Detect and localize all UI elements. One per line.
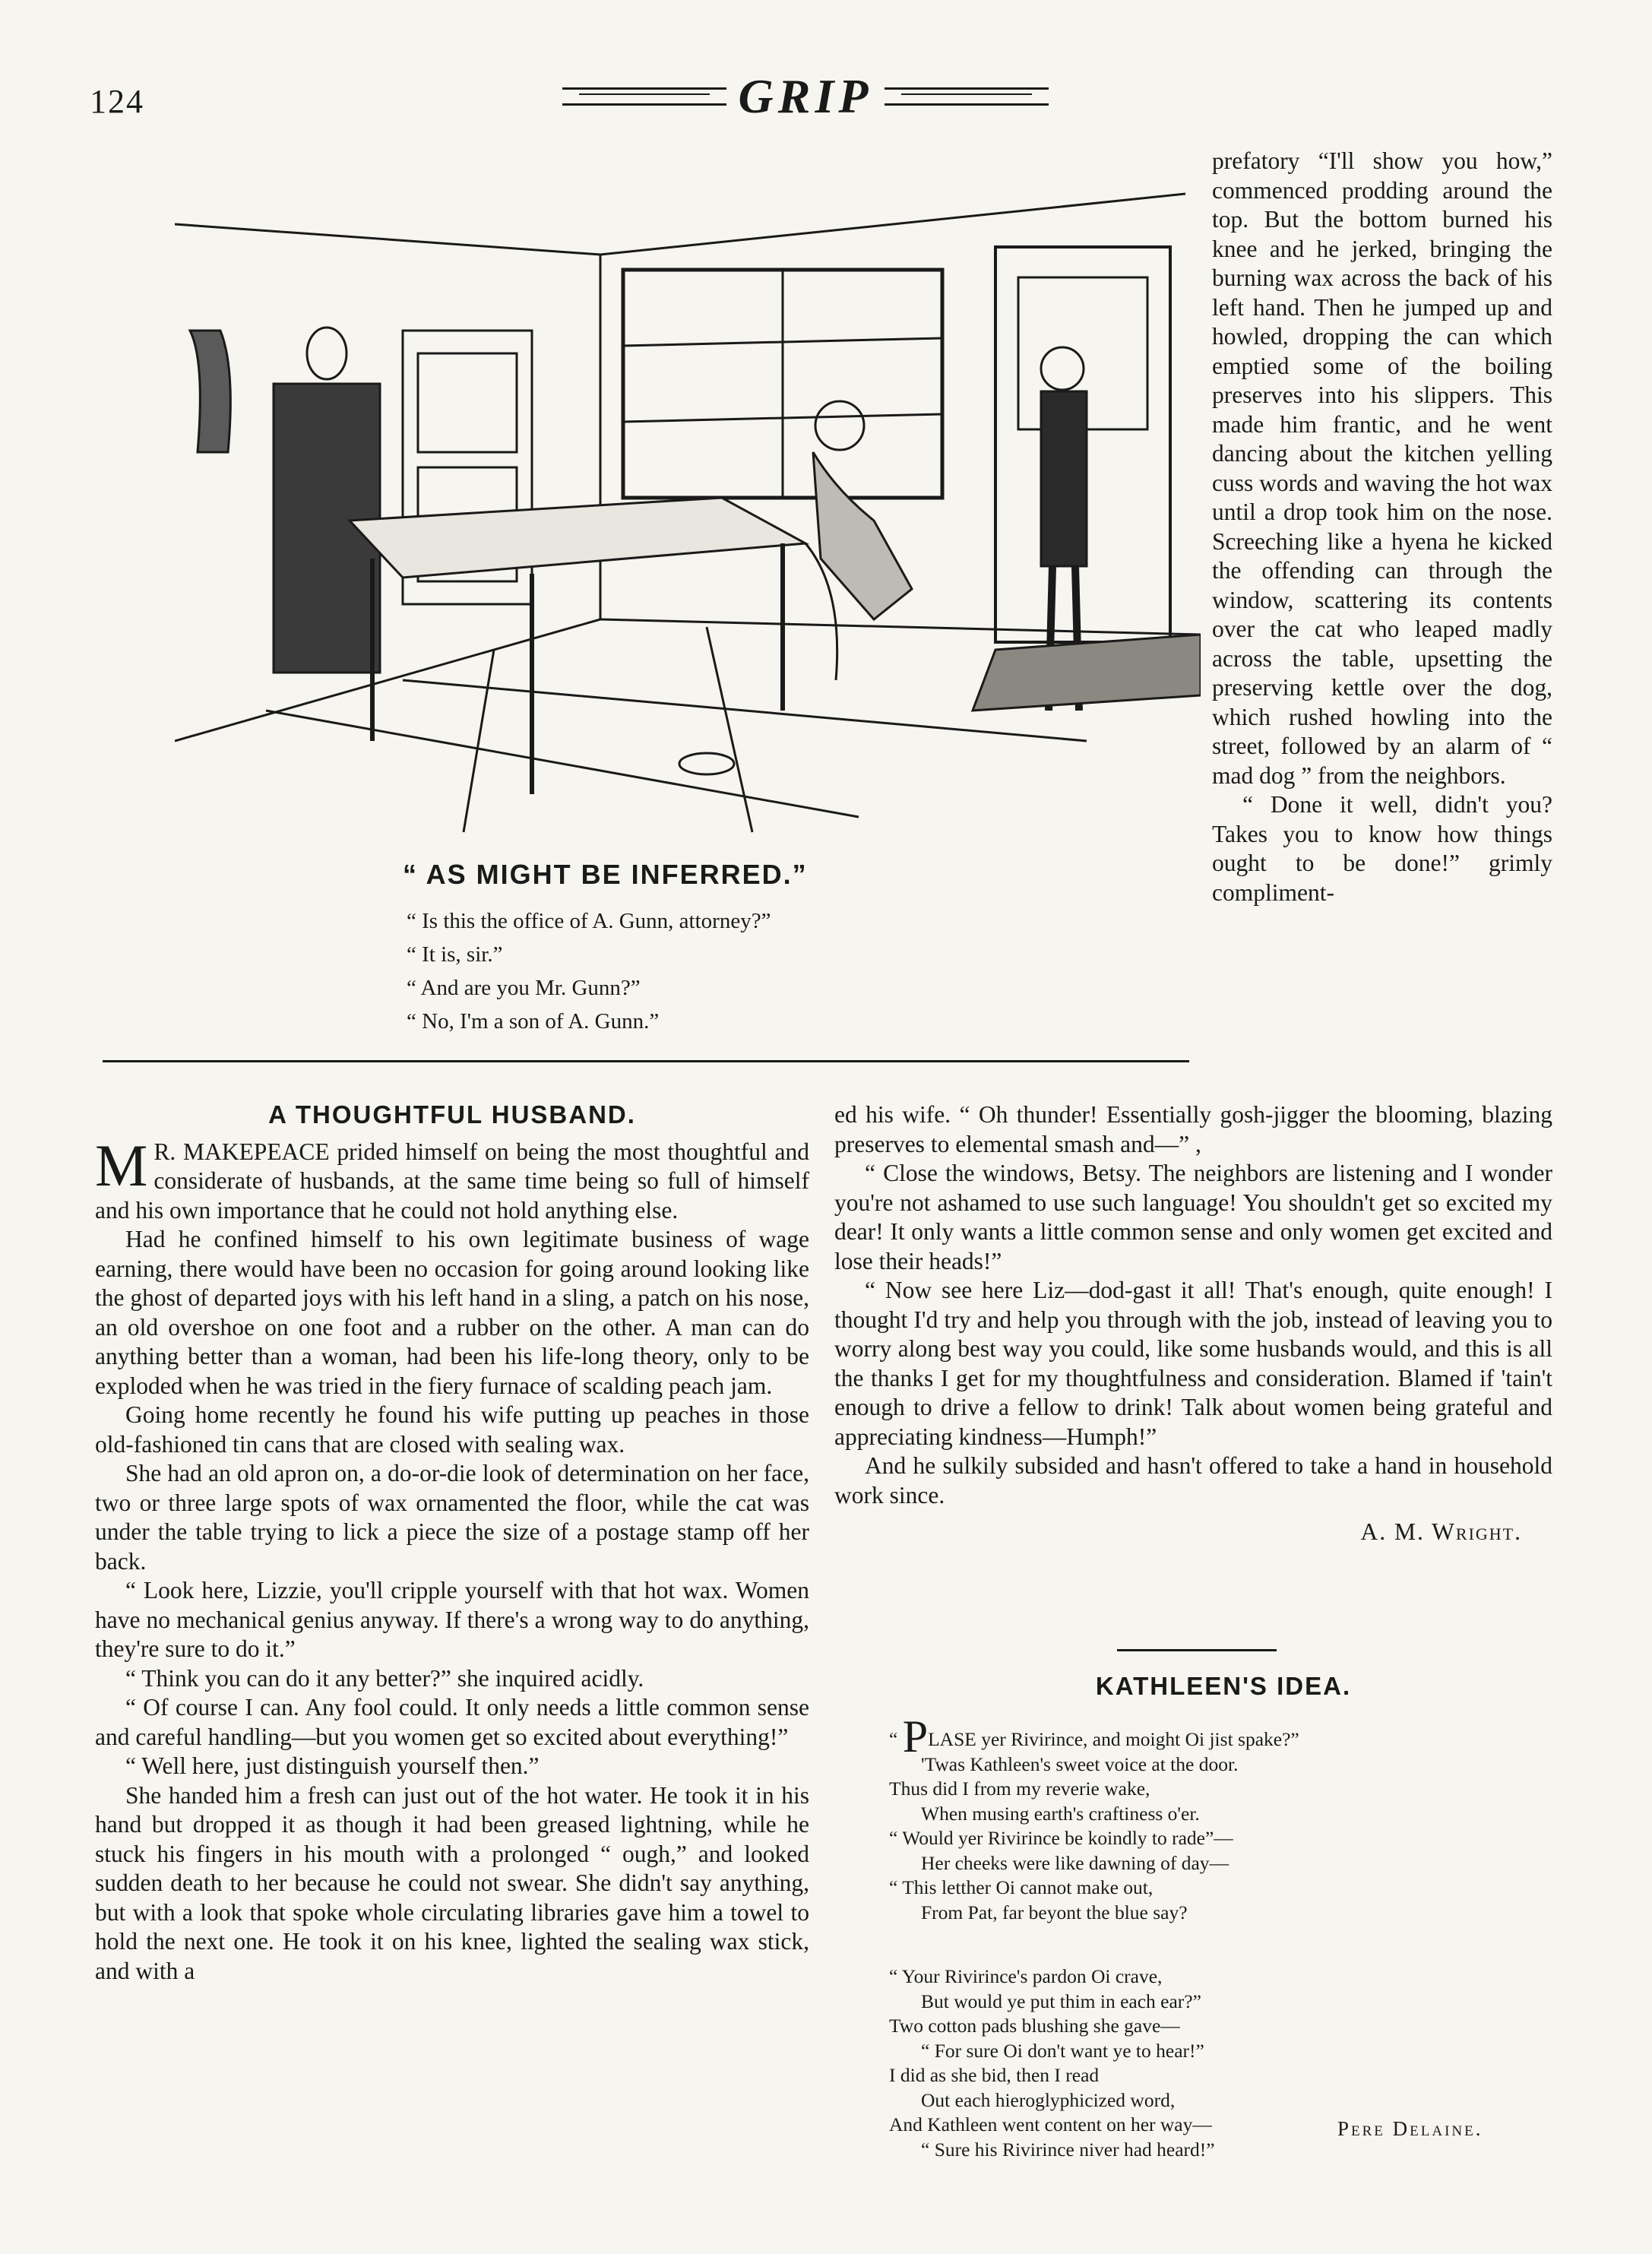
story-byline: A. M. Wright. bbox=[1360, 1518, 1522, 1545]
story-paragraph: “ Close the windows, Betsy. The neighbors are listening and I wonder you're not ashamed to use such language! You shouldn't get so excited my dear! It only wants a little common sense and only women get excited and lose their heads!” bbox=[834, 1160, 1552, 1274]
poem-line: 'Twas Kathleen's sweet voice at the door. bbox=[921, 1752, 1239, 1775]
story-paragraph: “ Think you can do it any better?” she inquired acidly. bbox=[125, 1664, 644, 1692]
poem-line: “ PLASE yer Rivirince, and moight Oi jist spake?” bbox=[889, 1711, 1299, 1762]
poem-line: From Pat, far beyont the blue say? bbox=[921, 1901, 1188, 1923]
story-paragraph-text: R. MAKEPEACE prided himself on being the most thoughtful and considerate of husbands, at the same time being so full of himself and his own importance that he could not hold anything else. bbox=[95, 1138, 809, 1224]
story-paragraph: She had an old apron on, a do-or-die look of determination on her face, two or three large spots of wax ornamented the floor, while the cat was under the table trying to lick a piece the size of a postage stamp off her back. bbox=[95, 1460, 809, 1575]
poem-line: I did as she bid, then I read bbox=[889, 2064, 1100, 2086]
story-paragraph: She handed him a fresh can just out of the hot water. He took it in his hand but dropped it as though it had been greased lightning, while he stuck his fingers in his mouth with a prolonged “ ough,” and looked sudden death to her because he could not swear. She didn't say anything, but with a look that spoke whole circulating libraries gave him a towel to hold the next one. He took it on his knee, lighted the sealing wax stick, and with a bbox=[95, 1781, 809, 1984]
poem-line-text: LASE yer Rivirince, and moight Oi jist spake?” bbox=[928, 1728, 1299, 1750]
story-paragraph: “ Look here, Lizzie, you'll cripple yourself with that hot wax. Women have no mechanical genius anyway. If there's a wrong way to do anything, they're sure to do it.” bbox=[95, 1577, 809, 1662]
poem-line: Out each hieroglyphicized word, bbox=[921, 2088, 1176, 2111]
poem-line: Her cheeks were like dawning of day— bbox=[921, 1851, 1230, 1874]
poem-line: When musing earth's craftiness o'er. bbox=[921, 1802, 1200, 1825]
masthead bbox=[562, 70, 1049, 123]
masthead-rule-right bbox=[885, 87, 1049, 106]
poem-line: But would ye put thim in each ear?” bbox=[921, 1990, 1201, 2012]
cartoon-caption-title: “ AS MIGHT BE INFERRED.” bbox=[403, 859, 808, 890]
poem-line: “ Your Rivirince's pardon Oi crave, bbox=[889, 1965, 1163, 1987]
story-column-left bbox=[95, 1100, 809, 1986]
page-number: 124 bbox=[90, 83, 144, 120]
story-paragraph: Had he confined himself to his own legitimate business of wage earning, there would have been no occasion for going around looking like the ghost of departed joys with his left hand in a sling, a patch on his nose, an old overshoe on one foot and a rubber on the other. A man can do anything better than a woman, had been his life-long theory, only to be exploded when he was tried in the fiery furnace of scalding peach jam. bbox=[95, 1226, 809, 1399]
story-paragraph: “ Of course I can. Any fool could. It only needs a little common sense and careful handling—but you women get so excited about everything!” bbox=[95, 1694, 809, 1750]
story-paragraph: “ Done it well, didn't you? Takes you to know how things ought to be done!” grimly compliment- bbox=[1212, 791, 1552, 906]
dialog-line: “ No, I'm a son of A. Gunn.” bbox=[407, 1009, 660, 1034]
poem-line: “ This letther Oi cannot make out, bbox=[889, 1876, 1154, 1898]
story-paragraph: And he sulkily subsided and hasn't offered to take a hand in household work since. bbox=[834, 1452, 1552, 1508]
story-paragraph: “ Well here, just distinguish yourself then.” bbox=[125, 1752, 540, 1779]
poem-line: Thus did I from my reverie wake, bbox=[889, 1778, 1150, 1800]
poem-author: Pere Delaine. bbox=[1337, 2117, 1483, 2140]
poem-line: “ Would yer Rivirince be koindly to rade”— bbox=[889, 1827, 1233, 1849]
poem-line: Two cotton pads blushing she gave— bbox=[889, 2015, 1180, 2037]
poem-line: And Kathleen went content on her way— bbox=[889, 2113, 1212, 2135]
dialog-line: “ Is this the office of A. Gunn, attorney?” bbox=[407, 909, 771, 933]
poem-line: “ Sure his Rivirince niver had heard!” bbox=[921, 2138, 1215, 2161]
story-paragraph: prefatory “I'll show you how,” commenced prodding around the top. But the bottom burned his knee and he jerked, bringing the burning wax across the back of his left hand. Then he jumped up and howled, dropping the can which emptied some of the boiling preserves into his slippers. This made him frantic, and he went dancing about the kitchen yelling cuss words and waving the hot wax until a drop took him on the nose. Screeching like a hyena he kicked the offending can through the window, scattering its contents over the cat who leaped madly across the table, upsetting the preserving kettle over the dog, which rushed howling into the street, followed by an alarm of “ mad dog ” from the neighbors. bbox=[1212, 147, 1552, 789]
poem-heading: KATHLEEN'S IDEA. bbox=[1095, 1672, 1352, 1700]
poem-line: “ For sure Oi don't want ye to hear!” bbox=[921, 2039, 1204, 2062]
story-paragraph: “ Now see here Liz—dod-gast it all! That's enough, quite enough! I thought I'd try and help you through with the job, instead of leaving you to worry along best way you could, like some husbands would, and this is all the thanks I get for my thoughtfulness and consideration. Blamed if 'tain't enough to drive a fellow to drink! Talk about women being grateful and appreciating kindness—Humph!” bbox=[834, 1277, 1552, 1450]
cartoon-divider bbox=[103, 1060, 1189, 1062]
dialog-line: “ And are you Mr. Gunn?” bbox=[407, 976, 641, 1000]
poem-divider bbox=[1117, 1649, 1277, 1651]
story-column-right-top bbox=[1212, 147, 1552, 907]
office-scene-drawing bbox=[175, 163, 1201, 847]
masthead-rule-left bbox=[562, 87, 726, 106]
story-heading: A THOUGHTFUL HUSBAND. bbox=[268, 1100, 636, 1129]
story-column-right bbox=[834, 1100, 1552, 1547]
masthead-title: GRIP bbox=[738, 69, 873, 123]
poem-drop-cap: P bbox=[902, 1711, 929, 1762]
cartoon-dialog bbox=[407, 904, 923, 1038]
story-paragraph: Going home recently he found his wife putting up peaches in those old-fashioned tin cans that are closed with sealing wax. bbox=[95, 1401, 809, 1458]
poem bbox=[889, 1711, 1558, 2162]
drop-cap: M bbox=[95, 1132, 148, 1198]
dialog-line: “ It is, sir.” bbox=[407, 942, 503, 967]
story-paragraph-first bbox=[95, 1132, 809, 1226]
cartoon-illustration bbox=[175, 163, 1201, 847]
story-paragraph: ed his wife. “ Oh thunder! Essentially gosh-jigger the blooming, blazing preserves to elemental smash and—” , bbox=[834, 1101, 1552, 1157]
